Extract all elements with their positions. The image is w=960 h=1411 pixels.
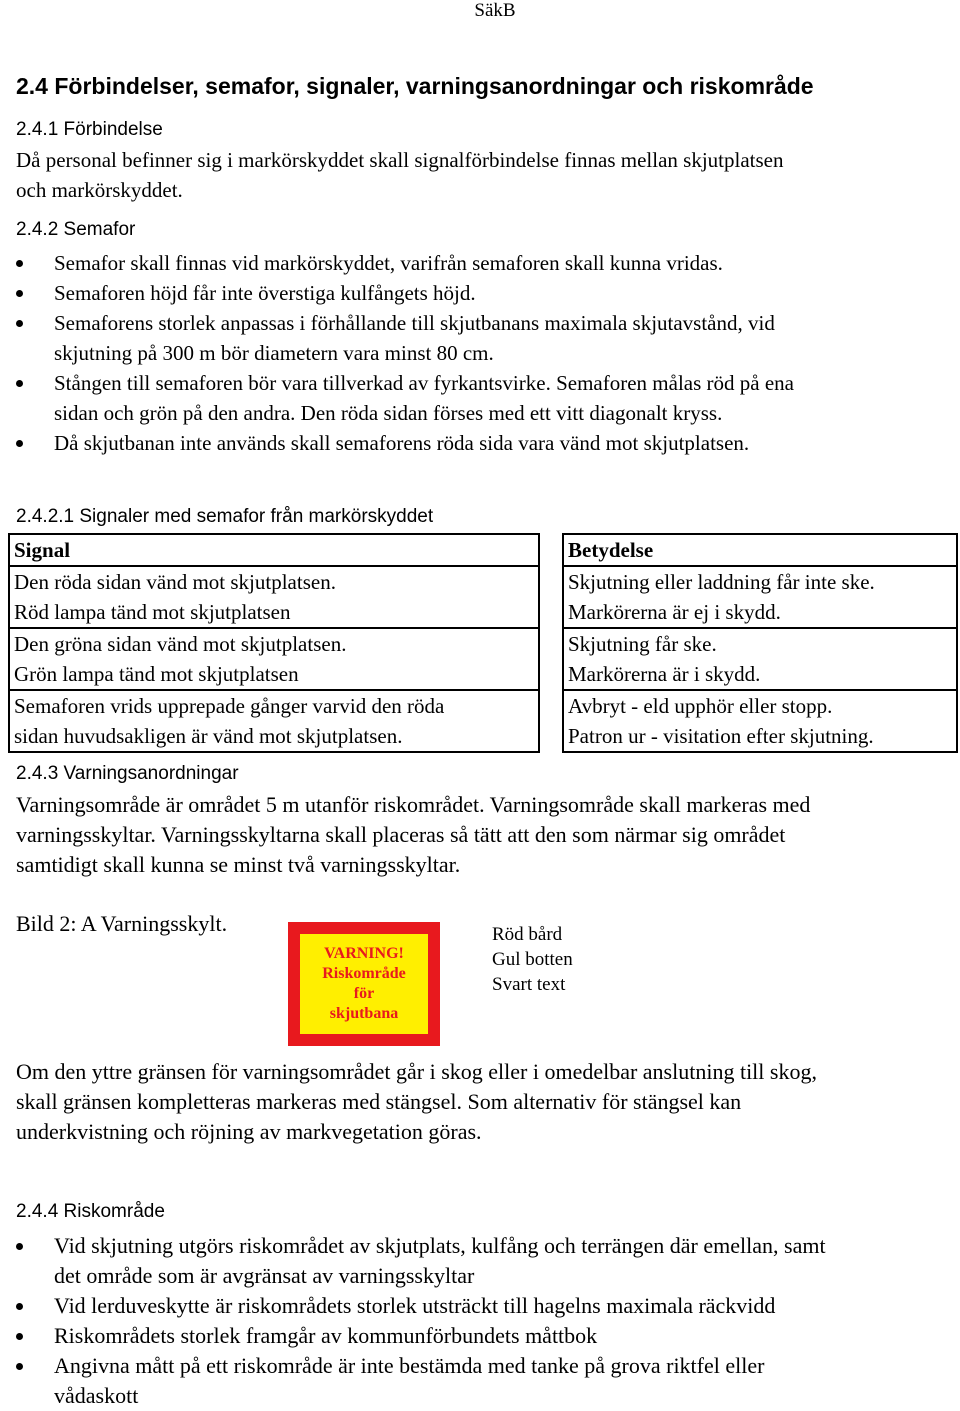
table-row: [9, 690, 957, 752]
list-item: Då skjutbanan inte används skall semaforens röda sida vara vänd mot skjutplatsen.: [0, 428, 950, 458]
list-item: Semafor skall finnas vid markörskyddet, varifrån semaforen skall kunna vridas.: [0, 248, 950, 278]
sign-legend: [492, 922, 573, 997]
list-item: Angivna mått på ett riskområde är inte bestämda med tanke på grova riktfel eller vådaskott: [0, 1351, 950, 1411]
varning-heading: 2.4.3 Varningsanordningar: [16, 763, 239, 784]
forbindelse-line-2: och markörskyddet.: [16, 178, 183, 202]
list-item: Stången till semaforen bör vara tillverkad av fyrkantsvirke. Semaforen målas röd på ena sidan och grön på den andra. Den röda sidan förses med ett vitt diagonalt kryss.: [0, 368, 950, 428]
meaning-cell: Skjutning eller laddning får inte ske. Markörerna är ej i skydd.: [563, 566, 957, 628]
varning-text: Varningsområde är området 5 m utanför riskområdet. Varningsområde skall markeras med varningsskyltar. Varningsskyltarna skall placeras så tätt att den som närmar sig området samtidigt skall kunna se minst två varningsskyltar.: [16, 792, 811, 877]
bullet-icon: [16, 290, 23, 297]
image-caption: Bild 2: A Varningsskylt.: [16, 911, 228, 936]
semafor-heading: 2.4.2 Semafor: [16, 219, 136, 240]
signal-cell: Den gröna sidan vänd mot skjutplatsen. Grön lampa tänd mot skjutplatsen: [9, 628, 539, 690]
table-row: [9, 628, 957, 690]
signals-heading: 2.4.2.1 Signaler med semafor från markörskyddet: [16, 506, 434, 527]
sign-line: Riskområde: [322, 965, 406, 982]
signals-table: [8, 533, 958, 753]
list-item: Vid lerduveskytte är riskområdets storlek utsträckt till hagelns maximala räckvidd: [0, 1291, 950, 1321]
column-header-signal: Signal: [9, 534, 539, 566]
sign-line: skjutbana: [329, 1005, 399, 1022]
signal-cell: Den röda sidan vänd mot skjutplatsen. Röd lampa tänd mot skjutplatsen: [9, 566, 539, 628]
column-header-meaning: Betydelse: [563, 534, 957, 566]
bullet-icon: [16, 1333, 23, 1340]
bullet-icon: [16, 380, 23, 387]
risk-bullets: [0, 1231, 950, 1411]
bullet-icon: [16, 1243, 23, 1250]
table-header-row: [9, 534, 957, 566]
forbindelse-line-1: Då personal befinner sig i markörskyddet skall signalförbindelse finnas mellan skjutplatsen: [16, 148, 784, 172]
section-title: 2.4 Förbindelser, semafor, signaler, varningsanordningar och riskområde: [16, 73, 814, 99]
legend-item: Röd bård: [492, 924, 563, 945]
warning-sign: [288, 922, 440, 1046]
risk-heading: 2.4.4 Riskområde: [16, 1201, 165, 1222]
list-item: Vid skjutning utgörs riskområdet av skjutplats, kulfång och terrängen där emellan, samt det område som är avgränsat av varningsskyltar: [0, 1231, 950, 1291]
varning-after-text: Om den yttre gränsen för varningsområdet går i skog eller i omedelbar anslutning till skog, skall gränsen kompletteras markeras med stängsel. Som alternativ för stängsel kan underkvistning och röjning av markvegetation göras.: [16, 1059, 817, 1144]
meaning-cell: Skjutning får ske. Markörerna är i skydd.: [563, 628, 957, 690]
page-header: SäkB: [474, 0, 516, 21]
forbindelse-text: [16, 145, 956, 205]
bullet-icon: [16, 440, 23, 447]
semafor-bullets: [0, 248, 950, 458]
list-item: Semaforens storlek anpassas i förhållande till skjutbanans maximala skjutavstånd, vid skjutning på 300 m bör diametern vara minst 80 cm.: [0, 308, 950, 368]
bullet-icon: [16, 320, 23, 327]
forbindelse-heading: 2.4.1 Förbindelse: [16, 119, 163, 140]
table-row: [9, 566, 957, 628]
list-item: Riskområdets storlek framgår av kommunförbundets måttbok: [0, 1321, 950, 1351]
warning-sign-face: [300, 934, 428, 1034]
bullet-icon: [16, 1303, 23, 1310]
bullet-icon: [16, 260, 23, 267]
bullet-icon: [16, 1363, 23, 1370]
list-item: Semaforen höjd får inte överstiga kulfångets höjd.: [0, 278, 950, 308]
sign-line: VARNING!: [324, 945, 404, 962]
sign-line: för: [353, 985, 375, 1002]
signal-cell: Semaforen vrids upprepade gånger varvid den röda sidan huvudsakligen är vänd mot skjutplatsen.: [9, 690, 539, 752]
legend-item: Svart text: [492, 974, 566, 995]
meaning-cell: Avbryt - eld upphör eller stopp. Patron ur - visitation efter skjutning.: [563, 690, 957, 752]
legend-item: Gul botten: [492, 949, 573, 970]
